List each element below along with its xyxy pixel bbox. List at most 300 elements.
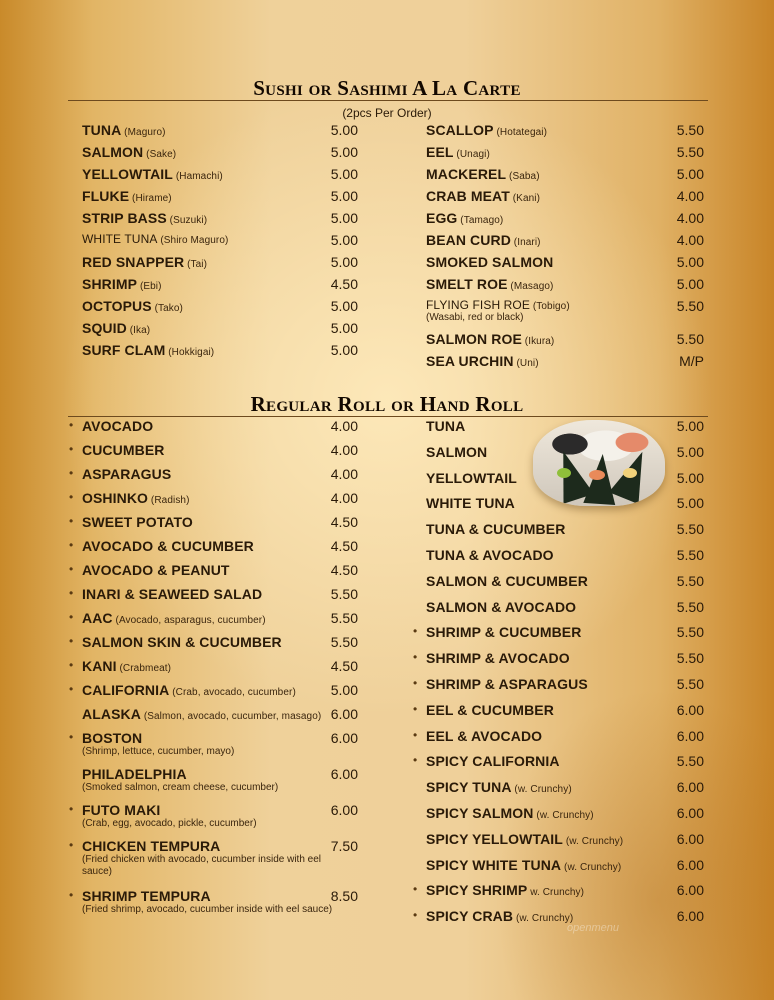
menu-item [426, 857, 704, 883]
menu-item [426, 276, 704, 298]
item-name-line [82, 418, 358, 434]
menu-item [82, 298, 358, 320]
item-price: 5.50 [676, 122, 704, 138]
menu-item [69, 634, 358, 658]
menu-item [426, 188, 704, 210]
item-note: (w. Crunchy) [533, 809, 594, 821]
item-name: WHITE TUNA [426, 495, 515, 512]
item-name: SHRIMP TEMPURA [82, 888, 211, 904]
item-price: 5.50 [676, 521, 704, 538]
item-name: ASPARAGUS [82, 466, 172, 482]
item-note: (Suzuki) [166, 215, 208, 226]
item-price: 5.50 [676, 753, 704, 770]
item-price: 5.00 [676, 276, 704, 292]
item-name: OCTOPUS [82, 298, 152, 314]
item-name: TUNA & CUCUMBER [426, 521, 566, 538]
item-name-line [82, 276, 358, 292]
bullet-icon: • [69, 682, 74, 696]
item-price: 5.50 [676, 675, 704, 692]
item-name-line [82, 298, 358, 314]
item-name-line [426, 232, 704, 248]
menu-item [82, 320, 358, 342]
item-name-line [426, 857, 704, 873]
menu-item [426, 232, 704, 254]
sushi-left-column [82, 122, 358, 364]
item-price: 5.00 [330, 188, 358, 204]
item-name-line [426, 122, 704, 138]
item-price: 5.00 [330, 122, 358, 138]
bullet-icon: • [69, 730, 74, 744]
item-name-line [426, 650, 704, 666]
menu-item [82, 766, 358, 802]
menu-item [426, 298, 704, 331]
menu-item [426, 254, 704, 276]
menu-item [426, 521, 704, 547]
menu-item [426, 779, 704, 805]
item-name-line [426, 276, 704, 292]
menu-item [426, 331, 704, 353]
item-note: (Kani) [509, 193, 541, 204]
item-name: MACKEREL [426, 166, 507, 182]
item-note: (Ebi) [137, 281, 162, 292]
bullet-icon: • [413, 650, 418, 665]
menu-item [82, 232, 358, 254]
bullet-icon: • [69, 802, 74, 816]
bullet-icon: • [69, 442, 74, 456]
item-name: FLUKE [82, 188, 130, 204]
menu-item [69, 658, 358, 682]
sushi-right-column [426, 122, 704, 375]
item-name-line [82, 888, 358, 904]
item-price: 5.50 [676, 331, 704, 347]
item-price: 5.00 [676, 166, 704, 182]
menu-item [413, 908, 704, 934]
bullet-icon: • [69, 586, 74, 600]
bullet-icon: • [413, 675, 418, 690]
menu-item [69, 418, 358, 442]
bullet-icon: • [69, 634, 74, 648]
item-price: 4.50 [330, 276, 358, 292]
item-name: AVOCADO & CUCUMBER [82, 538, 254, 554]
bullet-icon: • [413, 727, 418, 742]
item-name-line [82, 730, 358, 746]
item-price: 6.00 [330, 802, 358, 818]
item-name: OSHINKO [82, 490, 149, 506]
item-name-line [426, 188, 704, 204]
item-name: SMELT ROE [426, 276, 508, 292]
item-note: (Salmon, avocado, cucumber, masago) [140, 711, 322, 722]
item-name: CUCUMBER [82, 442, 165, 458]
item-note: (w. Crunchy) [513, 913, 574, 925]
item-name-line [426, 702, 704, 718]
menu-item [426, 599, 704, 625]
item-name-line [426, 331, 704, 347]
bullet-icon: • [69, 466, 74, 480]
item-name-line [82, 586, 358, 602]
menu-item [69, 838, 358, 888]
menu-item [82, 188, 358, 210]
item-name-line [82, 766, 358, 782]
item-price: 5.50 [676, 572, 704, 589]
item-name-line [82, 706, 358, 722]
item-name: SCALLOP [426, 122, 494, 138]
menu-item [69, 514, 358, 538]
item-name-line [426, 573, 704, 589]
menu-item [82, 276, 358, 298]
item-name-line [82, 802, 358, 818]
bullet-icon: • [69, 838, 74, 852]
bullet-icon: • [413, 882, 418, 897]
item-price: 6.00 [330, 706, 358, 722]
item-name: AVOCADO [82, 418, 154, 434]
bullet-icon: • [69, 562, 74, 576]
item-price: 4.00 [330, 442, 358, 458]
item-price: 4.00 [330, 418, 358, 434]
item-name-line [426, 254, 704, 270]
item-price: 4.00 [330, 490, 358, 506]
item-note: w. Crunchy) [527, 887, 585, 899]
item-note: (w. Crunchy) [511, 784, 572, 796]
item-name-line [82, 210, 358, 226]
item-price: 5.00 [676, 254, 704, 270]
item-name-line [82, 144, 358, 160]
item-name: AVOCADO & PEANUT [82, 562, 230, 578]
bullet-icon: • [69, 490, 74, 504]
item-name-line [82, 538, 358, 554]
menu-item [69, 610, 358, 634]
item-name-line [426, 779, 704, 795]
menu-item [69, 466, 358, 490]
item-note: (Crab, avocado, cucumber) [169, 687, 296, 698]
item-price: 5.00 [330, 144, 358, 160]
item-name-line [82, 514, 358, 530]
menu-item [413, 882, 704, 908]
menu-item [426, 831, 704, 857]
rolls-left-column [69, 418, 358, 924]
item-note: (Hirame) [129, 193, 172, 204]
item-note: (Hotategai) [493, 127, 548, 138]
item-name-line [426, 166, 704, 182]
item-name: CALIFORNIA [82, 682, 170, 698]
item-price: 5.00 [330, 254, 358, 270]
item-name-line [82, 442, 358, 458]
item-name: ALASKA [82, 706, 141, 722]
item-description: (Crab, egg, avocado, pickle, cucumber) [82, 818, 257, 829]
menu-item [426, 353, 704, 375]
menu-item [413, 624, 704, 650]
item-name: SPICY CRAB [426, 908, 514, 925]
item-name: EGG [426, 210, 458, 226]
item-price: 6.00 [676, 882, 704, 899]
item-name: YELLOWTAIL [426, 469, 517, 486]
menu-item [426, 805, 704, 831]
menu-item [69, 888, 358, 924]
item-price: 4.00 [676, 210, 704, 226]
item-price: 5.50 [676, 298, 704, 314]
item-note: (Inari) [510, 237, 541, 248]
item-note: (Ikura) [521, 336, 555, 347]
item-name: WHITE TUNA [82, 232, 158, 246]
item-name: SURF CLAM [82, 342, 166, 358]
item-name: EEL [426, 144, 454, 160]
menu-item [69, 802, 358, 838]
item-price: 5.50 [676, 598, 704, 615]
rolls-title-rule [68, 416, 708, 417]
item-note: (Sake) [143, 149, 177, 160]
item-name-line [426, 144, 704, 160]
item-price: 6.00 [676, 727, 704, 744]
bullet-icon: • [413, 624, 418, 639]
item-price: 4.00 [676, 188, 704, 204]
item-name: SHRIMP & CUCUMBER [426, 624, 582, 641]
item-price: 5.00 [330, 166, 358, 182]
menu-item [82, 342, 358, 364]
item-description: (Smoked salmon, cream cheese, cucumber) [82, 782, 279, 793]
item-name-line [426, 805, 704, 821]
item-note: (Unagi) [453, 149, 490, 160]
item-name-line [426, 676, 704, 692]
item-name-line [426, 547, 704, 563]
bullet-icon: • [413, 753, 418, 768]
item-name: CRAB MEAT [426, 188, 510, 204]
item-name: SALMON SKIN & CUCUMBER [82, 634, 282, 650]
item-note: (Uni) [513, 358, 539, 369]
item-description: (Fried shrimp, avocado, cucumber inside with eel sauce) [82, 904, 333, 915]
menu-item [69, 730, 358, 766]
rolls-section-title: Regular Roll or Hand Roll [250, 392, 524, 416]
item-price: 4.50 [330, 538, 358, 554]
item-price: 5.50 [676, 624, 704, 641]
menu-item [82, 122, 358, 144]
item-name-line [82, 122, 358, 138]
item-name-line [82, 342, 358, 358]
item-name-line [426, 210, 704, 226]
item-name: SPICY SALMON [426, 804, 534, 821]
item-name: SALMON & CUCUMBER [426, 572, 588, 589]
item-note: (Tai) [184, 259, 208, 270]
watermark-text: openmenu [567, 922, 619, 934]
item-note: (w. Crunchy) [561, 861, 622, 873]
bullet-icon: • [69, 658, 74, 672]
item-name: SEA URCHIN [426, 353, 514, 369]
item-note: (Crabmeat) [116, 663, 172, 674]
item-name: TUNA [82, 122, 122, 138]
menu-item [69, 586, 358, 610]
item-name: TUNA & AVOCADO [426, 546, 554, 563]
item-price: 4.00 [330, 466, 358, 482]
menu-item [82, 166, 358, 188]
item-name-line [426, 298, 704, 312]
bullet-icon: • [69, 610, 74, 624]
item-price: 6.00 [676, 856, 704, 873]
item-price: 5.00 [676, 443, 704, 460]
item-name: PHILADELPHIA [82, 766, 187, 782]
item-name-line [82, 166, 358, 182]
item-price: 5.00 [330, 682, 358, 698]
menu-item [413, 701, 704, 728]
item-name: SQUID [82, 320, 127, 336]
item-name-line [82, 562, 358, 578]
item-name: SPICY TUNA [426, 779, 512, 796]
item-price: 8.50 [330, 888, 358, 904]
item-note: (Hamachi) [172, 171, 223, 182]
bullet-icon: • [413, 908, 418, 923]
sushi-subtitle: (2pcs Per Order) [342, 106, 432, 120]
menu-item [82, 254, 358, 276]
item-price: 4.50 [330, 562, 358, 578]
bullet-icon: • [69, 538, 74, 552]
bullet-icon: • [69, 888, 74, 902]
item-name: RED SNAPPER [82, 254, 185, 270]
item-name-line [82, 188, 358, 204]
item-price: 5.00 [676, 495, 704, 512]
item-price: 5.00 [676, 418, 704, 434]
item-price: 4.00 [676, 232, 704, 248]
item-name-line [426, 753, 704, 769]
item-price: 5.50 [676, 144, 704, 160]
item-name: INARI & SEAWEED SALAD [82, 586, 263, 602]
menu-item [426, 573, 704, 599]
item-name: EEL & AVOCADO [426, 727, 543, 744]
menu-item [69, 562, 358, 586]
item-name: SHRIMP & ASPARAGUS [426, 675, 588, 692]
item-name-line [426, 599, 704, 615]
item-name-line [426, 728, 704, 744]
item-name-line [426, 624, 704, 640]
item-name: SALMON ROE [426, 331, 522, 347]
hand-roll-photo [533, 420, 665, 506]
menu-item [426, 166, 704, 188]
item-name-line [82, 320, 358, 336]
item-price: M/P [679, 353, 704, 369]
item-price: 6.00 [676, 830, 704, 847]
menu-item [426, 144, 704, 166]
item-name: TUNA [426, 418, 466, 434]
item-price: 7.50 [330, 838, 358, 854]
menu-item [413, 675, 704, 702]
item-name-line [82, 634, 358, 650]
item-price: 5.00 [330, 232, 358, 248]
item-price: 6.00 [676, 779, 704, 796]
item-description: (Shrimp, lettuce, cucumber, mayo) [82, 746, 235, 757]
item-note: (Maguro) [121, 127, 166, 138]
item-description: (Wasabi, red or black) [426, 312, 524, 323]
item-note: (Radish) [148, 495, 190, 506]
item-price: 5.50 [330, 586, 358, 602]
item-price: 5.50 [676, 650, 704, 667]
item-name: BOSTON [82, 730, 143, 746]
item-name-line [426, 831, 704, 847]
item-name: SHRIMP [82, 276, 138, 292]
item-price: 5.00 [330, 342, 358, 358]
menu-item [413, 650, 704, 676]
item-name: SWEET POTATO [82, 514, 193, 530]
item-name: SPICY WHITE TUNA [426, 856, 562, 873]
menu-item [426, 210, 704, 232]
item-note: (Avocado, asparagus, cucumber) [112, 615, 266, 626]
item-name-line [426, 882, 704, 898]
item-name-line [82, 490, 358, 506]
item-price: 6.00 [676, 804, 704, 821]
item-name: YELLOWTAIL [82, 166, 173, 182]
item-name-line [82, 682, 358, 698]
item-note: (Shiro Maguro) [157, 235, 229, 246]
item-name: EEL & CUCUMBER [426, 701, 554, 718]
item-price: 5.50 [330, 634, 358, 650]
item-name: AAC [82, 610, 113, 626]
item-note: (w. Crunchy) [562, 835, 624, 847]
item-name-line [82, 658, 358, 674]
item-price: 5.50 [676, 546, 704, 563]
item-note: (Tamago) [457, 215, 504, 226]
item-price: 5.00 [330, 210, 358, 226]
item-name: SMOKED SALMON [426, 254, 554, 270]
item-note: (Tako) [151, 303, 183, 314]
item-name: SPICY CALIFORNIA [426, 753, 560, 770]
menu-item [69, 682, 358, 706]
item-name: SALMON [426, 443, 488, 460]
bullet-icon: • [69, 514, 74, 528]
item-price: 5.00 [676, 469, 704, 486]
bullet-icon: • [69, 418, 74, 432]
item-price: 6.00 [676, 908, 704, 925]
menu-item [413, 727, 704, 754]
item-price: 6.00 [676, 701, 704, 718]
item-name-line [82, 838, 358, 854]
item-price: 5.50 [330, 610, 358, 626]
item-name: SPICY SHRIMP [426, 882, 528, 899]
item-note: (Tobigo) [529, 301, 570, 312]
menu-item [69, 442, 358, 466]
item-name-line [82, 254, 358, 270]
item-name-line [82, 610, 358, 626]
menu-item [82, 144, 358, 166]
item-name: SHRIMP & AVOCADO [426, 650, 570, 667]
sushi-section-title: Sushi or Sashimi A La Carte [253, 76, 521, 100]
item-name-line [426, 521, 704, 537]
item-name: SPICY YELLOWTAIL [426, 830, 563, 847]
menu-item [82, 706, 358, 730]
item-name: SALMON [82, 144, 144, 160]
item-name-line [82, 232, 358, 246]
menu-item [69, 538, 358, 562]
item-price: 4.50 [330, 658, 358, 674]
item-name-line [426, 908, 704, 924]
item-price: 4.50 [330, 514, 358, 530]
item-price: 5.00 [330, 320, 358, 336]
item-name-line [426, 353, 704, 369]
item-name: BEAN CURD [426, 232, 511, 248]
bullet-icon: • [413, 701, 418, 716]
menu-item [426, 547, 704, 573]
menu-item [82, 210, 358, 232]
item-note: (Saba) [506, 171, 540, 182]
item-name: SALMON & AVOCADO [426, 598, 577, 615]
sushi-title-rule [68, 100, 708, 101]
item-price: 5.00 [330, 298, 358, 314]
menu-item [426, 122, 704, 144]
item-price: 6.00 [330, 766, 358, 782]
menu-item [413, 753, 704, 779]
item-name: CHICKEN TEMPURA [82, 838, 221, 854]
item-name: FLYING FISH ROE [426, 298, 530, 312]
item-note: (Hokkigai) [165, 347, 215, 358]
item-name: STRIP BASS [82, 210, 167, 226]
item-name-line [82, 466, 358, 482]
item-name: KANI [82, 658, 117, 674]
menu-item [69, 490, 358, 514]
item-name: FUTO MAKI [82, 802, 161, 818]
